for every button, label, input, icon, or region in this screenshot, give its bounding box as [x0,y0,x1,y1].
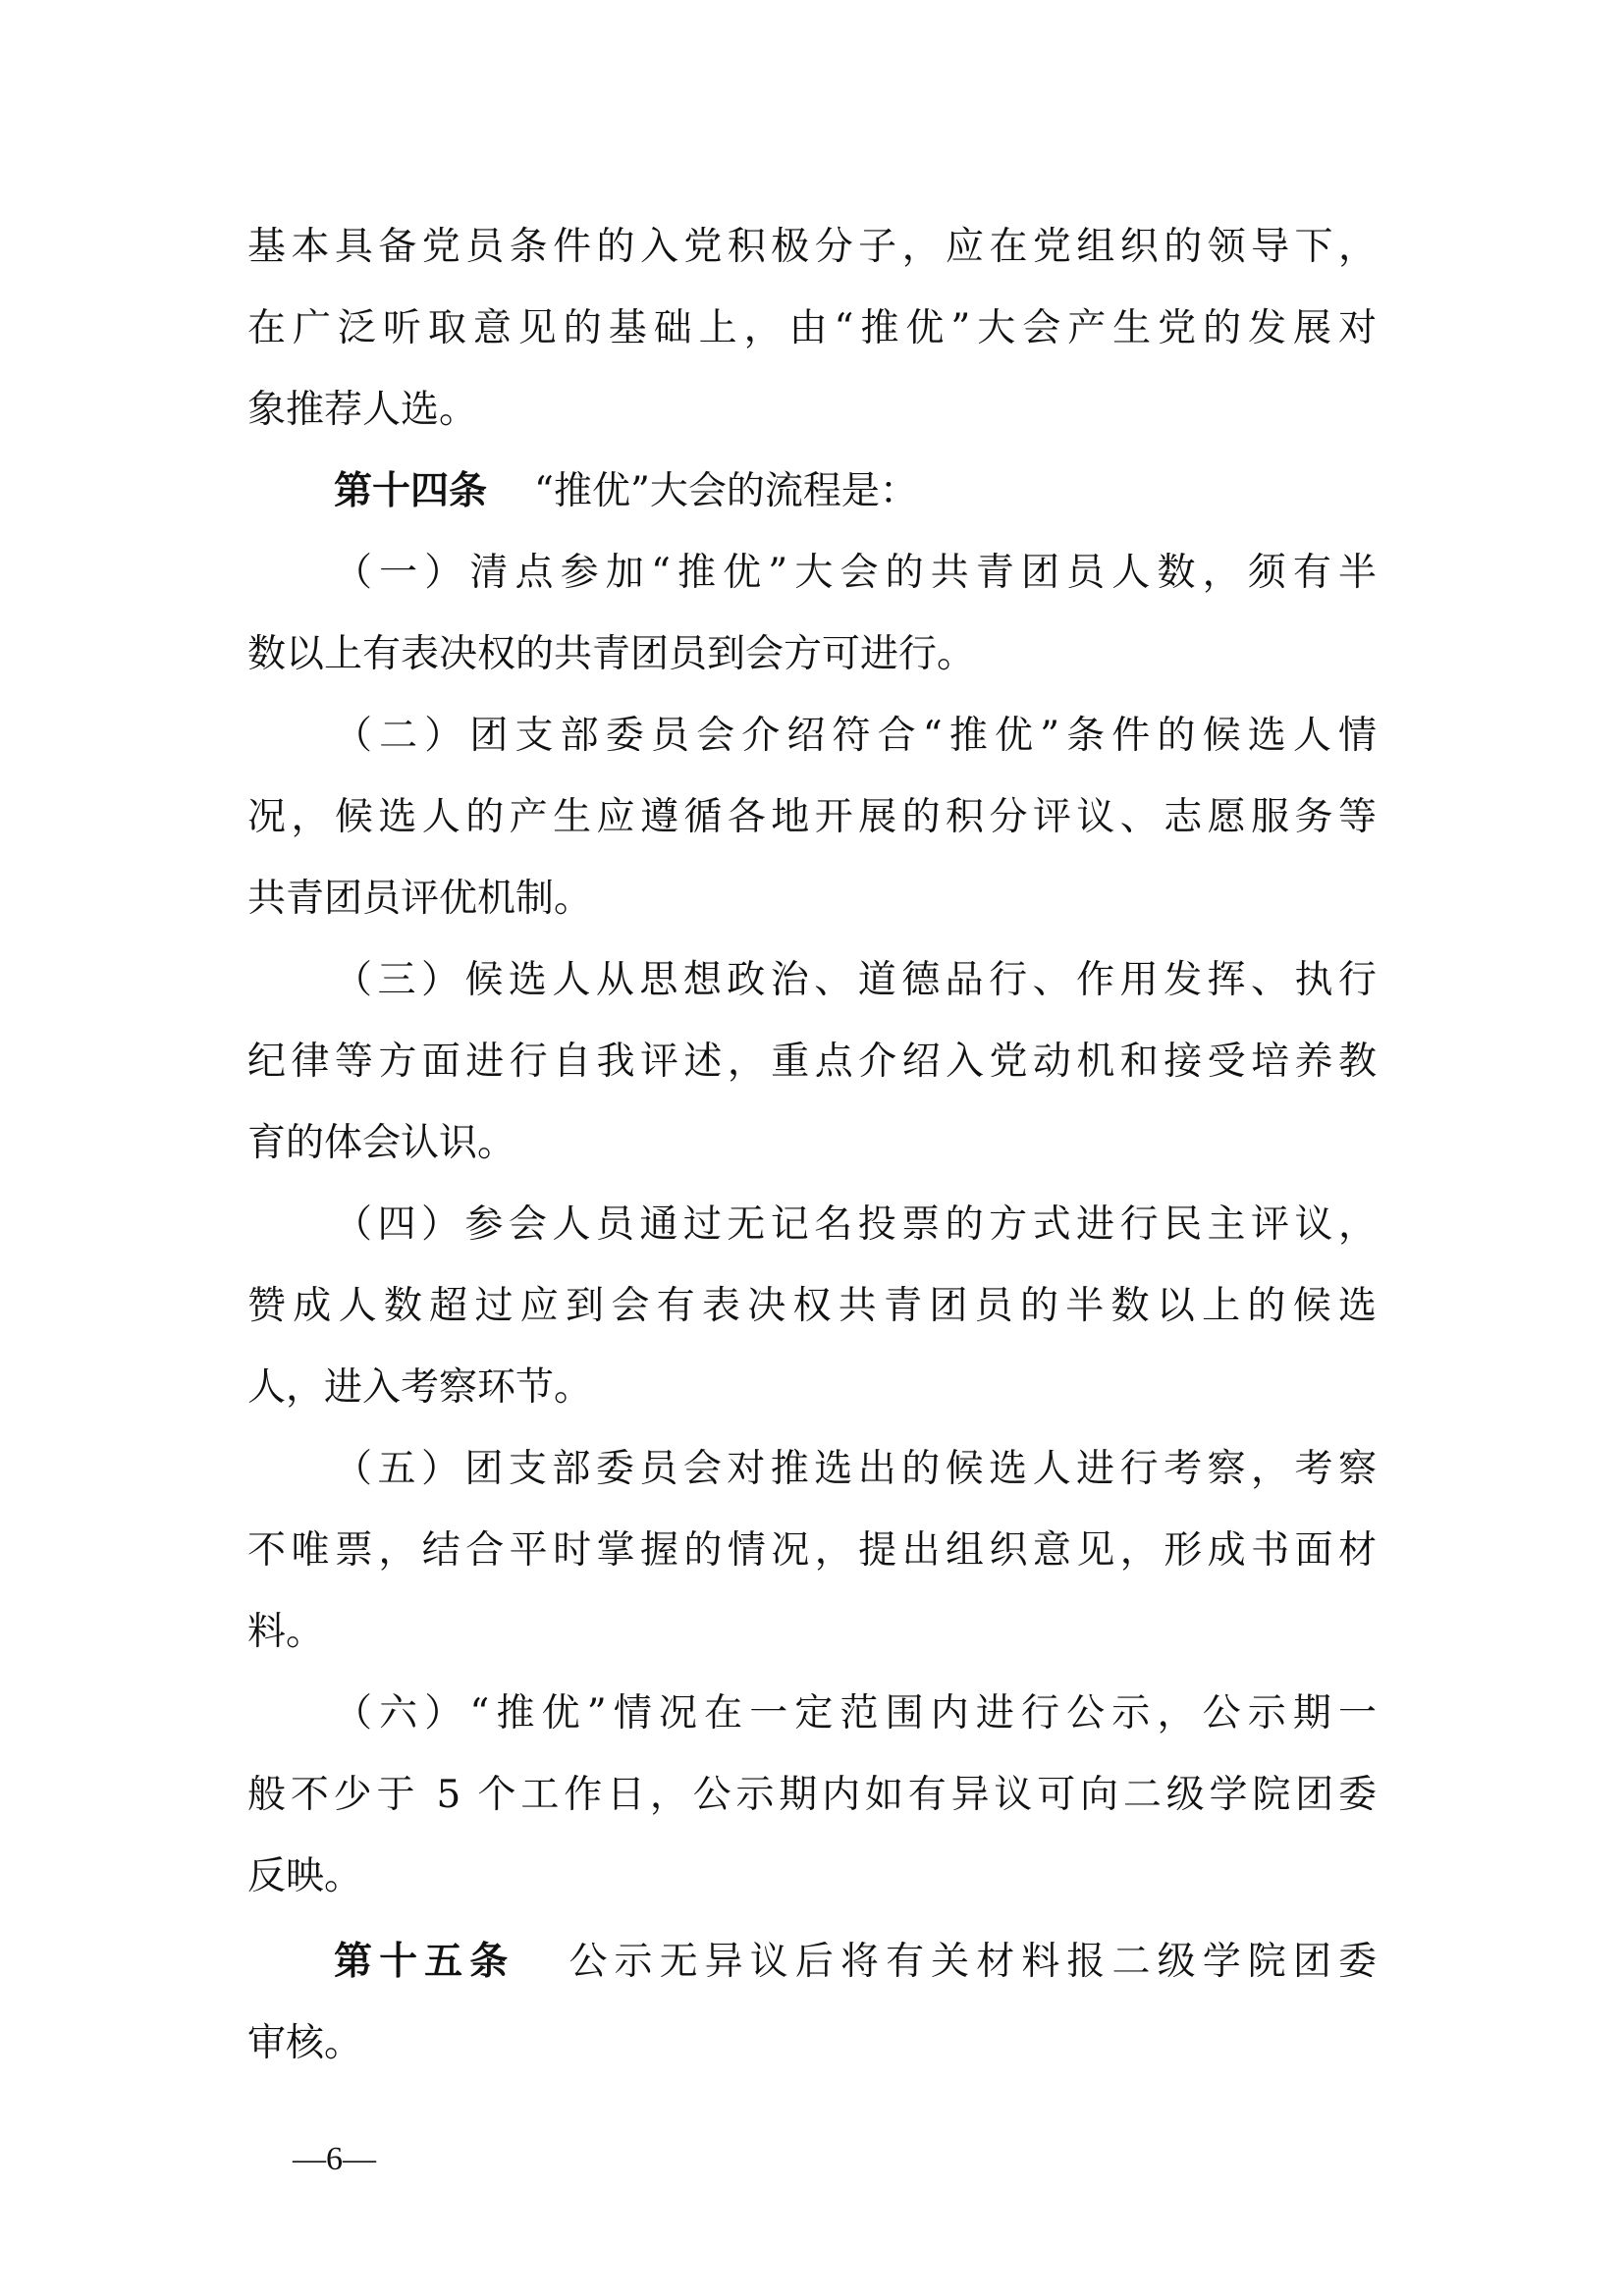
body-text-line: 象推荐人选。 [247,388,478,432]
body-text-line: 育的体会认识。 [247,1121,516,1165]
item-2-line: （二）团支部委员会介绍符合“推优”条件的候选人情 [334,714,1377,758]
body-text-line: 基本具备党员条件的入党积极分子，应在党组织的领导下， [247,225,1377,269]
body-text-line: 共青团员评优机制。 [247,877,593,921]
body-text-line: 反映。 [247,1854,363,1898]
article-15-text: 公示无异议后将有关材料报二级学院团委 [562,1940,1377,1984]
body-text-line: 不唯票，结合平时掌握的情况，提出组织意见，形成书面材 [247,1528,1377,1573]
item-5-line: （五）团支部委员会对推选出的候选人进行考察，考察 [334,1447,1377,1491]
item-1-line: （一）清点参加“推优”大会的共青团员人数，须有半 [334,551,1377,595]
item-4-line: （四）参会人员通过无记名投票的方式进行民主评议， [334,1202,1377,1247]
body-text-line: 审核。 [247,2021,363,2065]
body-text-line: 在广泛听取意见的基础上，由“推优”大会产生党的发展对 [247,306,1377,350]
body-text-line: 料。 [247,1610,325,1654]
item-6-line: （六）“推优”情况在一定范围内进行公示，公示期一 [334,1691,1377,1735]
article-15-line [334,1933,1377,1992]
body-text-line: 赞成人数超过应到会有表决权共青团员的半数以上的候选 [247,1284,1377,1328]
article-14-line [334,462,1377,521]
body-text-line: 般不少于 5 个工作日，公示期内如有异议可向二级学院团委 [247,1773,1377,1817]
body-text-line: 数以上有表决权的共青团员到会方可进行。 [247,632,976,676]
body-text-line: 人，进入考察环节。 [247,1365,593,1410]
article-14-heading: 第十四条 [334,469,488,513]
item-3-line: （三）候选人从思想政治、道德品行、作用发挥、执行 [334,958,1377,1002]
article-15-heading: 第十五条 [334,1940,515,1984]
body-text-line: 况，候选人的产生应遵循各地开展的积分评议、志愿服务等 [247,795,1377,839]
page-number: —6— [293,2141,376,2177]
body-text-line: 纪律等方面进行自我评述，重点介绍入党动机和接受培养教 [247,1040,1377,1084]
article-14-text: “推优”大会的流程是： [534,469,918,513]
